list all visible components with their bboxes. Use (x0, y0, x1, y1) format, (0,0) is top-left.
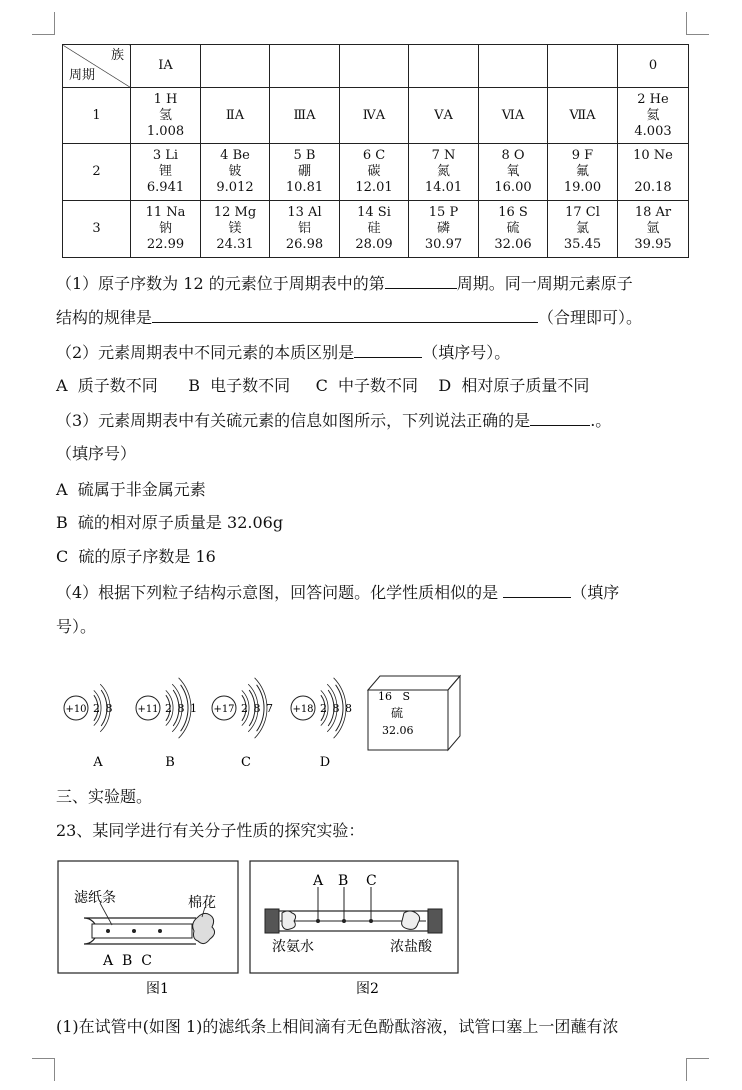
element-cell (479, 88, 548, 144)
element-cell (131, 201, 201, 258)
element-cell-line: 4.003 (634, 123, 672, 139)
atom-diagrams (0, 650, 742, 780)
periodic-table (62, 44, 689, 258)
element-cell (340, 88, 409, 144)
element-cell-line: 24.31 (216, 237, 254, 252)
q4-line2: 号）。 (56, 617, 97, 636)
corner-mark-bottom-right (686, 1058, 709, 1081)
element-cell-line: 9.012 (216, 180, 254, 195)
element-cell-line: 14.01 (424, 180, 463, 195)
q4-text-b: （填序 (571, 583, 620, 602)
q2-options: A 质子数不同 B 电子数不同 C 中子数不同 D 相对原子质量不同 (56, 376, 590, 395)
element-cell-line: 16.00 (494, 180, 532, 195)
element-cell (479, 144, 548, 201)
element-cell-line: 7 N (431, 148, 456, 163)
answer-blank[interactable] (503, 581, 571, 598)
element-cell-line: 硅 (367, 221, 381, 236)
element-cell-line: ⅣA (362, 107, 386, 123)
element-cell-line: 22.99 (146, 237, 185, 252)
q1-text-c: 结构的规律是 (56, 308, 153, 327)
element-cell-line: ⅤA (434, 107, 453, 123)
period-number-cell: 1 (63, 88, 131, 144)
element-cell-line: 12 Mg (213, 205, 257, 220)
element-cell-line: 10.81 (285, 180, 324, 195)
element-cell-line: 13 Al (287, 205, 322, 220)
period-label: 周期 (69, 68, 96, 83)
element-cell (548, 88, 618, 144)
element-cell (479, 201, 548, 258)
element-cell-line: 碳 (367, 164, 381, 179)
group-label: 族 (110, 48, 124, 63)
element-cell (270, 201, 340, 258)
element-cell (201, 144, 270, 201)
answer-blank[interactable] (152, 306, 538, 323)
q1-line2 (56, 306, 642, 329)
element-cell-line: 镁 (228, 221, 242, 236)
q3-option-a: A 硫属于非金属元素 (56, 480, 206, 499)
element-cell-line: ⅢA (293, 107, 316, 123)
element-cell (201, 201, 270, 258)
element-cell (618, 88, 689, 144)
element-cell-line: 9 F (571, 148, 594, 163)
section-3-title: 三、实验题。 (56, 787, 153, 806)
element-cell-line: 1.008 (146, 123, 185, 139)
element-cell (270, 144, 340, 201)
element-cell-line: 6 C (362, 148, 386, 163)
electron-counts: 2 8 8 (320, 702, 353, 715)
element-cell-line: 5 B (293, 148, 316, 163)
q3-line1 (56, 409, 611, 432)
q4-line1 (56, 581, 619, 604)
q3-line2: （填序号） (56, 444, 137, 463)
element-cell-line: 39.95 (634, 237, 672, 252)
element-cell (548, 144, 618, 201)
header-cell (201, 45, 270, 88)
fig2-mark-a: A (313, 873, 324, 889)
q3-text-b: .。 (590, 411, 612, 430)
atom-diagram (136, 678, 198, 770)
header-cell: ⅠA (131, 45, 201, 88)
atom-label: D (319, 755, 331, 770)
fig2-ammonia-label: 浓氨水 (272, 939, 314, 955)
electron-counts: 2 8 (93, 702, 114, 715)
header-cell (479, 45, 548, 88)
element-cell (409, 144, 479, 201)
element-cell-line: 氢 (158, 107, 172, 123)
sulfur-name: 硫 (391, 706, 404, 720)
table-row (63, 88, 689, 144)
element-cell-line: 19.00 (563, 180, 602, 195)
q3-option-b: B 硫的相对原子质量是 32.06g (56, 513, 284, 532)
period-number-cell: 2 (63, 144, 131, 201)
element-cell-line: 氯 (575, 221, 589, 236)
corner-mark-top-left (32, 12, 55, 35)
element-cell-line: 钠 (158, 221, 172, 236)
periodic-table-body (63, 88, 689, 258)
nucleus-charge: +17 (213, 704, 235, 715)
table-corner-cell (63, 45, 131, 88)
element-cell-line: 35.45 (563, 237, 602, 252)
element-cell (340, 144, 409, 201)
element-cell-line: 17 Cl (565, 205, 600, 220)
fig1-marks: A B C (103, 953, 152, 969)
nucleus-charge: +10 (65, 704, 87, 715)
atom-group (64, 678, 353, 770)
element-cell-line: 30.97 (424, 237, 463, 252)
element-cell-line: 3 Li (152, 148, 179, 163)
fig2-caption: 图2 (356, 981, 379, 997)
q23-title: 23、某同学进行有关分子性质的探究实验： (56, 821, 365, 840)
period-number-cell: 3 (63, 201, 131, 258)
element-cell-line: 硫 (506, 221, 520, 236)
element-cell (270, 88, 340, 144)
fig2-mark-b: B (338, 873, 349, 889)
element-cell-line: 氧 (506, 164, 520, 179)
element-cell (618, 144, 689, 201)
figure-2 (250, 861, 458, 997)
element-cell-line: 氦 (646, 107, 660, 123)
element-cell-line: 氟 (575, 164, 589, 179)
element-cell-line: 氩 (646, 221, 660, 236)
header-cell (270, 45, 340, 88)
answer-blank[interactable] (354, 341, 422, 358)
corner-mark-top-right (686, 12, 709, 35)
element-cell-line: 18 Ar (634, 205, 672, 220)
q2-text-b: （填序号）。 (422, 343, 511, 362)
nucleus-charge: +18 (292, 704, 314, 715)
element-cell-line (618, 164, 688, 180)
element-cell-line: 氮 (436, 164, 450, 179)
element-cell-line: 1 H (153, 91, 178, 107)
fig2-mark-c: C (366, 873, 377, 889)
element-cell-line: 2 He (637, 91, 669, 107)
element-cell-line: 16 S (498, 205, 528, 220)
element-cell-line: 硼 (297, 164, 311, 179)
element-cell-line: 10 Ne (633, 148, 673, 163)
q1-text-d: （合理即可）。 (538, 308, 643, 327)
q1-text-a: （1）原子序数为 12 的元素位于周期表中的第 (56, 274, 385, 293)
element-cell-line: 6.941 (146, 180, 185, 195)
element-cell-line: 11 Na (145, 205, 186, 220)
atom-diagram (212, 678, 274, 770)
table-row (63, 144, 689, 201)
atom-diagram (291, 678, 353, 770)
element-cell (548, 201, 618, 258)
element-cell (409, 88, 479, 144)
element-cell-line: ⅡA (225, 107, 245, 123)
q4-text-a: （4）根据下列粒子结构示意图，回答问题。化学性质相似的是 (56, 583, 499, 602)
element-cell-line: 磷 (436, 221, 450, 236)
element-cell-line: 28.09 (355, 237, 393, 252)
fig1-strip-label: 滤纸条 (74, 890, 116, 906)
element-cell-line: ⅦA (569, 107, 596, 123)
figure-1 (58, 861, 238, 997)
q3-text-a: （3）元素周期表中有关硫元素的信息如图所示，下列说法正确的是 (56, 411, 531, 430)
header-cell (340, 45, 409, 88)
q2-text-a: （2）元素周期表中不同元素的本质区别是 (56, 343, 355, 362)
element-cell (618, 201, 689, 258)
fig1-cotton-label: 棉花 (188, 895, 216, 911)
atom-label: A (93, 755, 103, 770)
q2-line1 (56, 341, 510, 364)
q1-line1 (56, 272, 633, 295)
atom-diagram (64, 684, 114, 770)
element-cell-line: 铍 (228, 164, 242, 179)
element-cell (131, 88, 201, 144)
answer-blank[interactable] (385, 272, 457, 289)
sulfur-element-card (368, 676, 460, 750)
element-cell-line: 15 P (428, 205, 459, 220)
header-cell (548, 45, 618, 88)
element-cell-line: ⅥA (501, 107, 525, 123)
element-cell-line: 12.01 (355, 180, 393, 195)
corner-mark-bottom-left (32, 1058, 55, 1081)
element-cell (340, 201, 409, 258)
q3-option-c: C 硫的原子序数是 16 (56, 547, 216, 566)
table-row (63, 201, 689, 258)
element-cell-line: 4 Be (220, 148, 250, 163)
electron-counts: 2 8 1 (165, 702, 198, 715)
element-cell-line: 锂 (158, 164, 172, 179)
element-cell (409, 201, 479, 258)
element-cell (201, 88, 270, 144)
q23-part1-line: (1)在试管中(如图 1)的滤纸条上相间滴有无色酚酞溶液，试管口塞上一团蘸有浓 (56, 1017, 619, 1036)
element-cell-line: 14 Si (357, 205, 391, 220)
element-cell-line: 8 O (501, 148, 525, 163)
element-cell (131, 144, 201, 201)
atom-label: C (241, 755, 251, 770)
answer-blank[interactable] (530, 409, 590, 426)
experiment-figures (0, 855, 742, 1005)
sulfur-number-symbol: 16 S (378, 690, 411, 703)
fig2-hcl-label: 浓盐酸 (390, 939, 432, 955)
element-cell-line: 32.06 (494, 237, 532, 252)
fig1-caption: 图1 (146, 981, 169, 997)
electron-counts: 2 8 7 (241, 702, 274, 715)
q1-text-b: 周期。同一周期元素原子 (456, 274, 633, 293)
sulfur-mass: 32.06 (382, 724, 414, 737)
header-cell (409, 45, 479, 88)
element-cell-line: 26.98 (285, 237, 324, 252)
header-cell: 0 (618, 45, 689, 88)
atom-label: B (165, 755, 175, 770)
nucleus-charge: +11 (137, 704, 159, 715)
element-cell-line: 铝 (297, 221, 311, 236)
element-cell-line: 20.18 (634, 180, 672, 195)
